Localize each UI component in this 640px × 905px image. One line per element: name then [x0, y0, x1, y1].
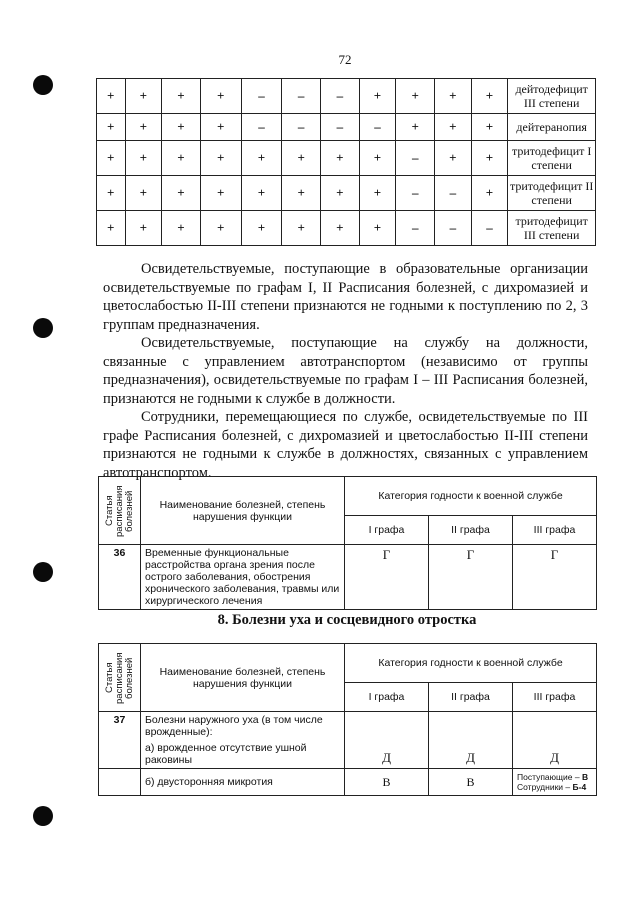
col3-header: III графа — [513, 683, 597, 712]
table-row — [97, 211, 596, 246]
table-cell: – — [435, 211, 472, 246]
table-cell: + — [321, 176, 360, 211]
table-cell: – — [396, 141, 435, 176]
table-cell: + — [359, 211, 396, 246]
binder-hole — [33, 806, 53, 826]
grade-2: Д — [429, 740, 513, 769]
disease-name: Временные функциональные расстройства органа зрения после острого заболевания, обострения хронического заболевания, травмы или хирургического лечения — [141, 545, 345, 610]
col2-header: II графа — [429, 516, 513, 545]
table-cell: + — [359, 176, 396, 211]
table-cell: + — [321, 211, 360, 246]
grade-2: Г — [429, 545, 513, 610]
table-cell: – — [471, 211, 508, 246]
table-cell: + — [321, 141, 360, 176]
table-row — [97, 141, 596, 176]
color-vision-table — [96, 78, 596, 246]
table-cell: – — [282, 114, 321, 141]
article-header-cell — [99, 477, 141, 545]
table-cell: – — [321, 114, 360, 141]
grade-3-line — [517, 782, 592, 792]
grade-3-value: В — [581, 772, 589, 782]
table-cell: + — [200, 114, 241, 141]
table-cell: + — [471, 141, 508, 176]
table-cell: – — [359, 114, 396, 141]
table-cell: + — [125, 114, 162, 141]
deficit-description: тритодефицит II степени — [508, 176, 596, 211]
table-cell: + — [97, 141, 126, 176]
paragraph: Освидетельствуемые, поступающие на службу на должности, связанные с управлением автотранспортом (независимо от группы предназначения), освидетельствуемые по графам I – III Расписания болезней, признаются не годными к службе в должности. — [103, 335, 588, 407]
paragraph: Сотрудники, перемещающиеся по службе, освидетельствуемые по III графе Расписания болезней, с дихромазией и цветослабостью II-III степени признаются не годными к службе в должностях, связанных с управлением автотранспортом. — [103, 409, 588, 481]
table-cell: + — [396, 114, 435, 141]
table-cell: + — [282, 211, 321, 246]
table-cell: + — [435, 114, 472, 141]
table-cell: + — [241, 211, 282, 246]
disease-group: Болезни наружного уха (в том числе врожденные): — [141, 712, 345, 741]
table-cell: + — [200, 176, 241, 211]
table-cell: + — [97, 79, 126, 114]
table-cell: + — [200, 79, 241, 114]
table-cell: + — [396, 79, 435, 114]
table-cell: + — [200, 211, 241, 246]
grade-3: Г — [513, 545, 597, 610]
table-cell: + — [162, 79, 201, 114]
disease-name: б) двусторонняя микротия — [141, 769, 345, 796]
article-header-cell — [99, 644, 141, 712]
category-header: Категория годности к военной службе — [345, 644, 597, 683]
col1-header: I графа — [345, 683, 429, 712]
table-cell: – — [282, 79, 321, 114]
grade-3-value: Б-4 — [572, 782, 587, 792]
deficit-description: тритодефицит III степени — [508, 211, 596, 246]
table-cell: – — [396, 176, 435, 211]
table-row — [97, 176, 596, 211]
grade-3 — [513, 769, 597, 796]
table-cell: + — [435, 79, 472, 114]
grade-3-label: Сотрудники – — [517, 782, 571, 792]
grade-1: В — [345, 769, 429, 796]
name-header: Наименование болезней, степень нарушения функции — [141, 477, 345, 545]
table-cell: – — [241, 114, 282, 141]
table-cell: + — [97, 176, 126, 211]
table-cell: + — [162, 141, 201, 176]
table-cell: + — [162, 211, 201, 246]
table-cell: – — [435, 176, 472, 211]
article-36-table — [98, 476, 597, 610]
deficit-description: дейтеранопия — [508, 114, 596, 141]
table-cell: + — [471, 176, 508, 211]
table-cell: + — [125, 211, 162, 246]
grade-3: Д — [513, 740, 597, 769]
table-cell: + — [241, 176, 282, 211]
paragraph: Освидетельствуемые, поступающие в образовательные организации освидетельствуемые по графам I, II Расписания болезней, с дихромазией и цветослабостью II-III степени признаются не годными к поступлению по 2, 3 группам предназначения. — [103, 261, 588, 333]
table-cell: – — [396, 211, 435, 246]
table-cell: + — [97, 114, 126, 141]
deficit-description: тритодефицит I степени — [508, 141, 596, 176]
article-37-table — [98, 643, 597, 796]
table-cell: + — [359, 79, 396, 114]
table-cell: + — [359, 141, 396, 176]
col1-header: I графа — [345, 516, 429, 545]
table-cell: + — [200, 141, 241, 176]
table-cell: + — [241, 141, 282, 176]
binder-hole — [33, 318, 53, 338]
table-cell: + — [471, 79, 508, 114]
article-header: Статья расписания болезней — [103, 651, 135, 704]
grade-3-line — [517, 772, 592, 782]
table-row — [97, 114, 596, 141]
table-cell: + — [471, 114, 508, 141]
col3-header: III графа — [513, 516, 597, 545]
table-cell: + — [125, 79, 162, 114]
binder-hole — [33, 562, 53, 582]
table-cell: – — [241, 79, 282, 114]
category-header: Категория годности к военной службе — [345, 477, 597, 516]
page-number: 72 — [338, 52, 352, 67]
grade-1: Д — [345, 740, 429, 769]
text-block — [103, 260, 588, 482]
section-heading: 8. Болезни уха и сосцевидного отростка — [217, 612, 477, 628]
deficit-description: дейтодефицит III степени — [508, 79, 596, 114]
binder-hole — [33, 75, 53, 95]
name-header: Наименование болезней, степень нарушения функции — [141, 644, 345, 712]
table-cell: + — [162, 114, 201, 141]
article-header: Статья расписания болезней — [103, 484, 135, 537]
table-row — [97, 79, 596, 114]
table-cell: + — [435, 141, 472, 176]
table-cell: + — [125, 141, 162, 176]
table-cell: – — [321, 79, 360, 114]
disease-name: а) врожденное отсутствие ушной раковины — [141, 740, 345, 769]
table-cell: + — [162, 176, 201, 211]
table-cell: + — [97, 211, 126, 246]
grade-1: Г — [345, 545, 429, 610]
article-number: 36 — [99, 545, 141, 610]
table-cell: + — [282, 176, 321, 211]
grade-2: В — [429, 769, 513, 796]
col2-header: II графа — [429, 683, 513, 712]
grade-3-label: Поступающие – — [517, 772, 580, 782]
table-cell: + — [282, 141, 321, 176]
table-cell: + — [125, 176, 162, 211]
article-number: 37 — [99, 712, 141, 769]
